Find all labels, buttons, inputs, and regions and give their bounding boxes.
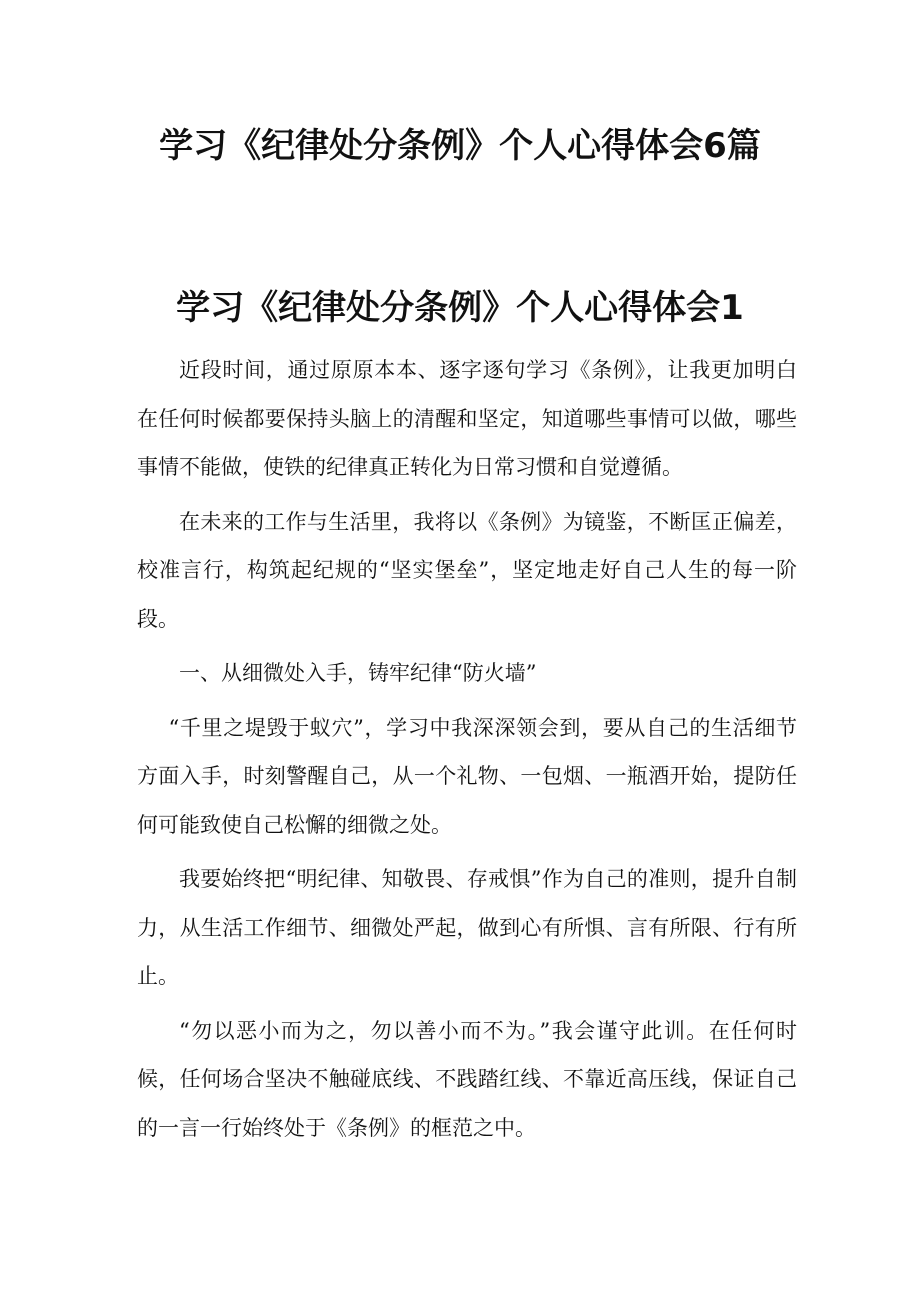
- paragraph-5: “勿以恶小而为之，勿以善小而不为。”我会谨守此训。在任何时候，任何场合坚决不触碰底线、不践踏红线、不靠近高压线，保证自己的一言一行始终处于《条例》的框范之中。: [137, 1018, 797, 1140]
- paragraph-4: 我要始终把“明纪律、知敬畏、存戒惧”作为自己的准则，提升自制力，从生活工作细节、细微处严起，做到心有所惧、言有所限、行有所止。: [137, 867, 797, 988]
- body-text: [137, 346, 797, 1158]
- paragraph-1: 近段时间，通过原原本本、逐字逐句学习《条例》，让我更加明白在任何时候都要保持头脑上的清醒和坚定，知道哪些事情可以做，哪些事情不能做，使铁的纪律真正转化为日常习惯和自觉遵循。: [137, 358, 797, 479]
- section-title: 学习《纪律处分条例》个人心得体会1: [176, 288, 744, 328]
- subheading-1: 一、从细微处入手，铸牢纪律“防火墙”: [179, 661, 537, 685]
- paragraph-2: 在未来的工作与生活里，我将以《条例》为镜鉴，不断匡正偏差，校准言行，构筑起纪规的“坚实堡垒”，坚定地走好自己人生的每一阶段。: [137, 509, 797, 631]
- paragraph-3: “千里之堤毁于蚁穴”，学习中我深深领会到，要从自己的生活细节方面入手，时刻警醒自己，从一个礼物、一包烟、一瓶酒开始，提防任何可能致使自己松懈的细微之处。: [137, 715, 797, 837]
- document-title: 学习《纪律处分条例》个人心得体会6篇: [159, 126, 761, 166]
